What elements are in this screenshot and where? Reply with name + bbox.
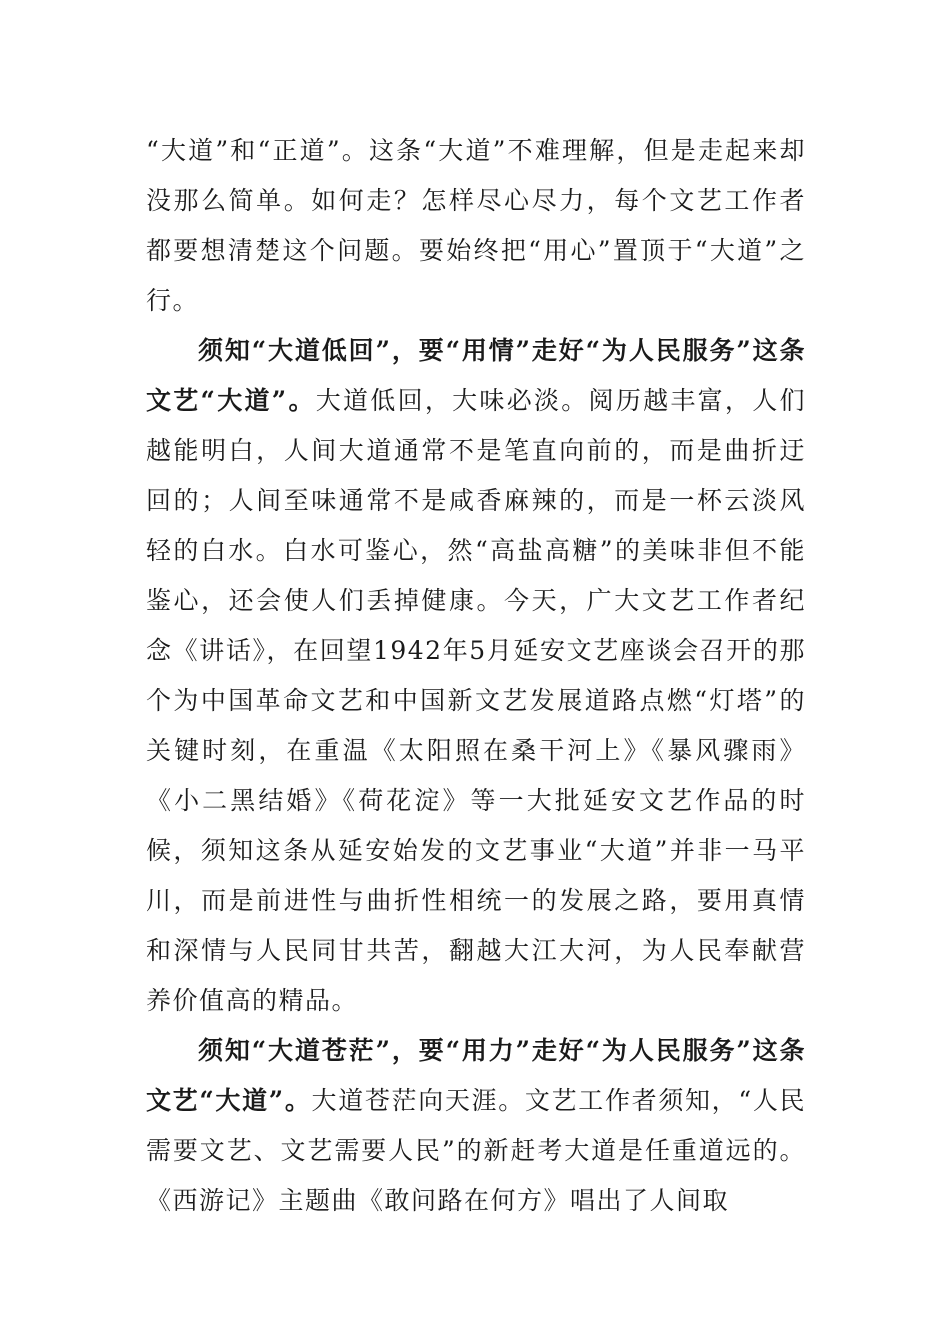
paragraph-lead-bold: 须知“大道低回”，要“用情”走好“为人民服务”这条文艺“大道”。 [146,336,806,415]
paragraph-text: “大道”和“正道”。这条“大道”不难理解，但是走起来却没那么简单。如何走？怎样尽心尽力，每个文艺工作者都要想清楚这个问题。要始终把“用心”置顶于“大道”之行。 [146,136,806,315]
paragraph-da-dao-di-hui [146,326,806,1026]
paragraph-text: 大道低回，大味必淡。阅历越丰富，人们越能明白，人间大道通常不是笔直向前的，而是曲折迂回的；人间至味通常不是咸香麻辣的，而是一杯云淡风轻的白水。白水可鉴心，然“高盐高糖”的美味非但不能鉴心，还会使人们丢掉健康。今天，广大文艺工作者纪念《讲话》，在回望1942年5月延安文艺座谈会召开的那个为中国革命文艺和中国新文艺发展道路点燃“灯塔”的关键时刻，在重温《太阳照在桑干河上》《暴风骤雨》《小二黑结婚》《荷花淀》等一大批延安文艺作品的时候，须知这条从延安始发的文艺事业“大道”并非一马平川，而是前进性与曲折性相统一的发展之路，要用真情和深情与人民同甘共苦，翻越大江大河，为人民奉献营养价值高的精品。 [146,386,806,1015]
paragraph-text: 大道苍茫向天涯。文艺工作者须知，“人民需要文艺、文艺需要人民”的新赶考大道是任重道远的。《西游记》主题曲《敢问路在何方》唱出了人间取 [146,1086,806,1215]
body-text [146,126,806,1226]
paragraph-da-dao-cang-mang [146,1026,806,1226]
paragraph-continuation [146,126,806,326]
paragraph-lead-bold: 须知“大道苍茫”，要“用力”走好“为人民服务”这条文艺“大道”。 [146,1036,806,1115]
